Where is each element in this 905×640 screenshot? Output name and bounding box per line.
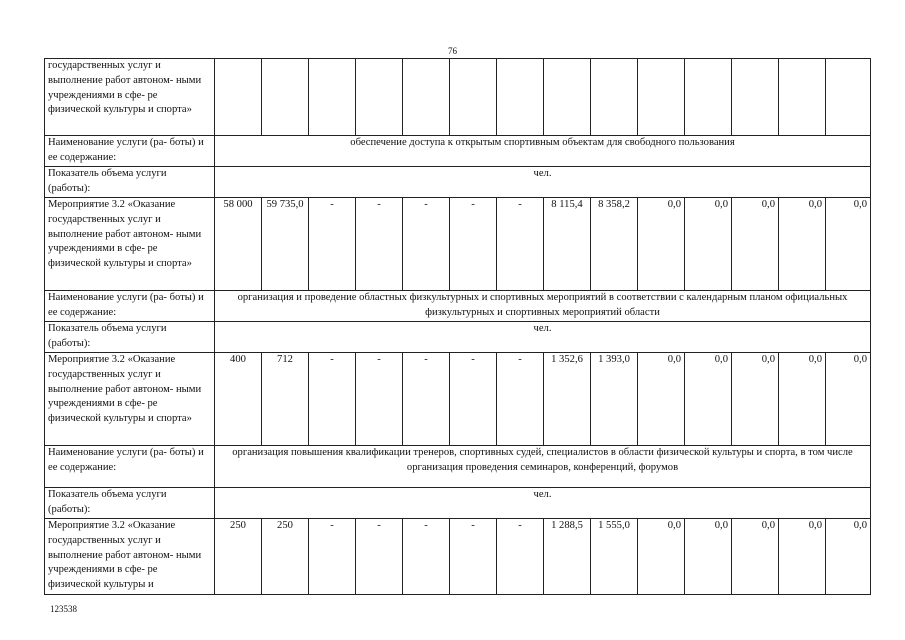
table-row	[45, 291, 871, 322]
table-body	[45, 59, 871, 595]
row-label: Наименование услуги (ра- боты) и ее содержание:	[45, 446, 215, 488]
value-cell: -	[497, 198, 544, 291]
value-cell: 0,0	[826, 353, 871, 446]
row-description: чел.	[215, 488, 871, 519]
table-row	[45, 519, 871, 595]
page-number: 76	[448, 46, 457, 56]
value-cell: -	[497, 353, 544, 446]
value-cell: 0,0	[685, 198, 732, 291]
table-row	[45, 198, 871, 291]
row-label: Наименование услуги (ра- боты) и ее содержание:	[45, 291, 215, 322]
value-cell: -	[356, 519, 403, 595]
empty-cell	[403, 59, 450, 136]
empty-cell	[779, 59, 826, 136]
empty-cell	[356, 59, 403, 136]
value-cell: -	[450, 198, 497, 291]
row-description: организация и проведение областных физкультурных и спортивных мероприятий в соответствии с календарным планом официальных физкультурных и спортивных мероприятий области	[215, 291, 871, 322]
row-label: Наименование услуги (ра- боты) и ее содержание:	[45, 136, 215, 167]
empty-cell	[497, 59, 544, 136]
row-description: чел.	[215, 167, 871, 198]
row-label: Показатель объема услуги (работы):	[45, 488, 215, 519]
empty-cell	[826, 59, 871, 136]
value-cell: -	[403, 353, 450, 446]
row-label: Мероприятие 3.2 «Оказание государственных услуг и выполнение работ автоном- ными учреждениями в сфе- ре физической культуры и спорта»	[45, 353, 215, 446]
value-cell: 0,0	[732, 198, 779, 291]
empty-cell	[309, 59, 356, 136]
table-row	[45, 353, 871, 446]
value-cell: 0,0	[826, 198, 871, 291]
document-id: 123538	[50, 604, 77, 614]
value-cell: -	[309, 198, 356, 291]
value-cell: 0,0	[732, 353, 779, 446]
table-row	[45, 167, 871, 198]
row-label: государственных услуг и выполнение работ автоном- ными учреждениями в сфе- ре физической культуры и спорта»	[45, 59, 215, 136]
value-cell: 8 115,4	[544, 198, 591, 291]
row-label: Показатель объема услуги (работы):	[45, 167, 215, 198]
value-cell: 0,0	[732, 519, 779, 595]
value-cell: 58 000	[215, 198, 262, 291]
value-cell: 400	[215, 353, 262, 446]
services-table	[44, 58, 871, 595]
value-cell: 0,0	[638, 519, 685, 595]
value-cell: -	[309, 353, 356, 446]
value-cell: 1 555,0	[591, 519, 638, 595]
value-cell: 0,0	[685, 519, 732, 595]
table-row	[45, 59, 871, 136]
row-label: Мероприятие 3.2 «Оказание государственных услуг и выполнение работ автоном- ными учреждениями в сфе- ре физической культуры и спорта»	[45, 198, 215, 291]
row-description: чел.	[215, 322, 871, 353]
value-cell: -	[356, 198, 403, 291]
value-cell: -	[403, 198, 450, 291]
value-cell: -	[356, 353, 403, 446]
row-description: обеспечение доступа к открытым спортивным объектам для свободного пользования	[215, 136, 871, 167]
value-cell: 1 288,5	[544, 519, 591, 595]
empty-cell	[685, 59, 732, 136]
value-cell: 1 393,0	[591, 353, 638, 446]
row-description: организация повышения квалификации тренеров, спортивных судей, специалистов в области физической культуры и спорта, в том числе организация проведения семинаров, конференций, форумов	[215, 446, 871, 488]
table-row	[45, 322, 871, 353]
value-cell: -	[450, 353, 497, 446]
empty-cell	[732, 59, 779, 136]
value-cell: 8 358,2	[591, 198, 638, 291]
empty-cell	[215, 59, 262, 136]
empty-cell	[638, 59, 685, 136]
value-cell: 59 735,0	[262, 198, 309, 291]
value-cell: 0,0	[685, 353, 732, 446]
value-cell: 250	[262, 519, 309, 595]
value-cell: 0,0	[826, 519, 871, 595]
row-label: Показатель объема услуги (работы):	[45, 322, 215, 353]
value-cell: -	[497, 519, 544, 595]
table-row	[45, 136, 871, 167]
table-row	[45, 446, 871, 488]
value-cell: 1 352,6	[544, 353, 591, 446]
value-cell: 0,0	[779, 198, 826, 291]
value-cell: -	[309, 519, 356, 595]
table-row	[45, 488, 871, 519]
empty-cell	[544, 59, 591, 136]
row-label: Мероприятие 3.2 «Оказание государственных услуг и выполнение работ автоном- ными учреждениями в сфе- ре физической культуры и	[45, 519, 215, 595]
empty-cell	[262, 59, 309, 136]
value-cell: 250	[215, 519, 262, 595]
value-cell: 712	[262, 353, 309, 446]
value-cell: -	[403, 519, 450, 595]
value-cell: 0,0	[638, 353, 685, 446]
empty-cell	[591, 59, 638, 136]
value-cell: 0,0	[779, 519, 826, 595]
value-cell: 0,0	[638, 198, 685, 291]
value-cell: -	[450, 519, 497, 595]
value-cell: 0,0	[779, 353, 826, 446]
empty-cell	[450, 59, 497, 136]
